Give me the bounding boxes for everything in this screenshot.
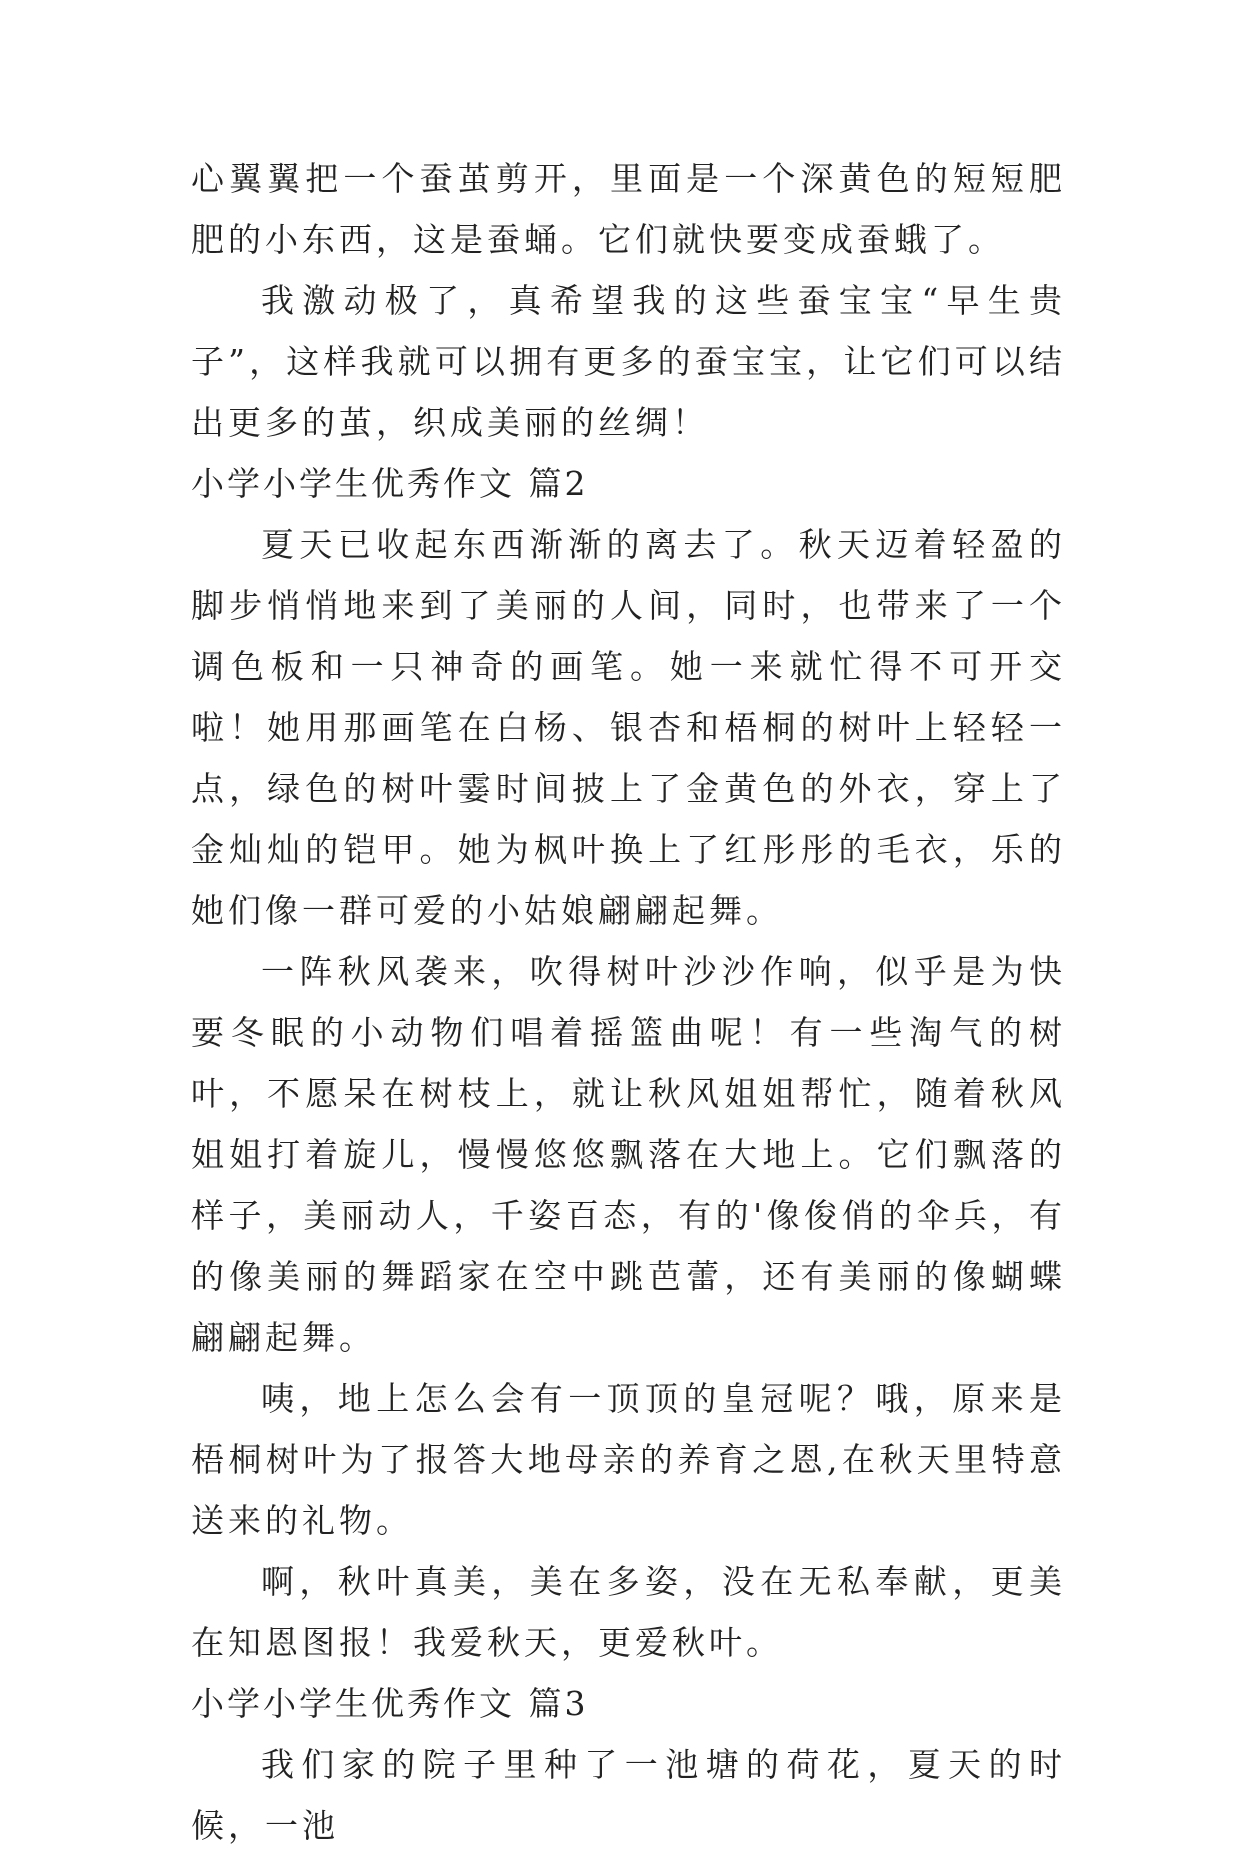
paragraph-lotus-pond: 我们家的院子里种了一池塘的荷花，夏天的时候，一池 (191, 1745, 1066, 1845)
essay-heading-3: 小学小学生优秀作文 篇3 (191, 1684, 589, 1723)
paragraph-autumn-leaves: 啊，秋叶真美，美在多姿，没在无私奉献，更美在知恩图报！我爱秋天，更爱秋叶。 (191, 1562, 1066, 1662)
document-page (191, 148, 1066, 1856)
paragraph-silkworm-wish: 我激动极了，真希望我的这些蚕宝宝“早生贵子”，这样我就可以拥有更多的蚕宝宝，让它们可以结出更多的茧，织成美丽的丝绸！ (191, 281, 1066, 442)
paragraph-silkworm-ending: 心翼翼把一个蚕茧剪开，里面是一个深黄色的短短肥肥的小东西，这是蚕蛹。它们就快要变成蚕蛾了。 (191, 159, 1066, 259)
essay-heading-2: 小学小学生优秀作文 篇2 (191, 464, 589, 503)
paragraph-autumn-arrives: 夏天已收起东西渐渐的离去了。秋天迈着轻盈的脚步悄悄地来到了美丽的人间，同时，也带来了一个调色板和一只神奇的画笔。她一来就忙得不可开交啦！她用那画笔在白杨、银杏和梧桐的树叶上轻轻一点，绿色的树叶霎时间披上了金黄色的外衣，穿上了金灿灿的铠甲。她为枫叶换上了红彤彤的毛衣，乐的她们像一群可爱的小姑娘翩翩起舞。 (191, 525, 1066, 930)
paragraph-autumn-wind: 一阵秋风袭来，吹得树叶沙沙作响，似乎是为快要冬眠的小动物们唱着摇篮曲呢！有一些淘气的树叶，不愿呆在树枝上，就让秋风姐姐帮忙，随着秋风姐姐打着旋儿，慢慢悠悠飘落在大地上。它们飘落的样子，美丽动人，千姿百态，有的'像俊俏的伞兵，有的像美丽的舞蹈家在空中跳芭蕾，还有美丽的像蝴蝶翩翩起舞。 (191, 952, 1066, 1357)
paragraph-crowns: 咦，地上怎么会有一顶顶的皇冠呢？哦，原来是梧桐树叶为了报答大地母亲的养育之恩,在秋天里特意送来的礼物。 (191, 1379, 1066, 1540)
